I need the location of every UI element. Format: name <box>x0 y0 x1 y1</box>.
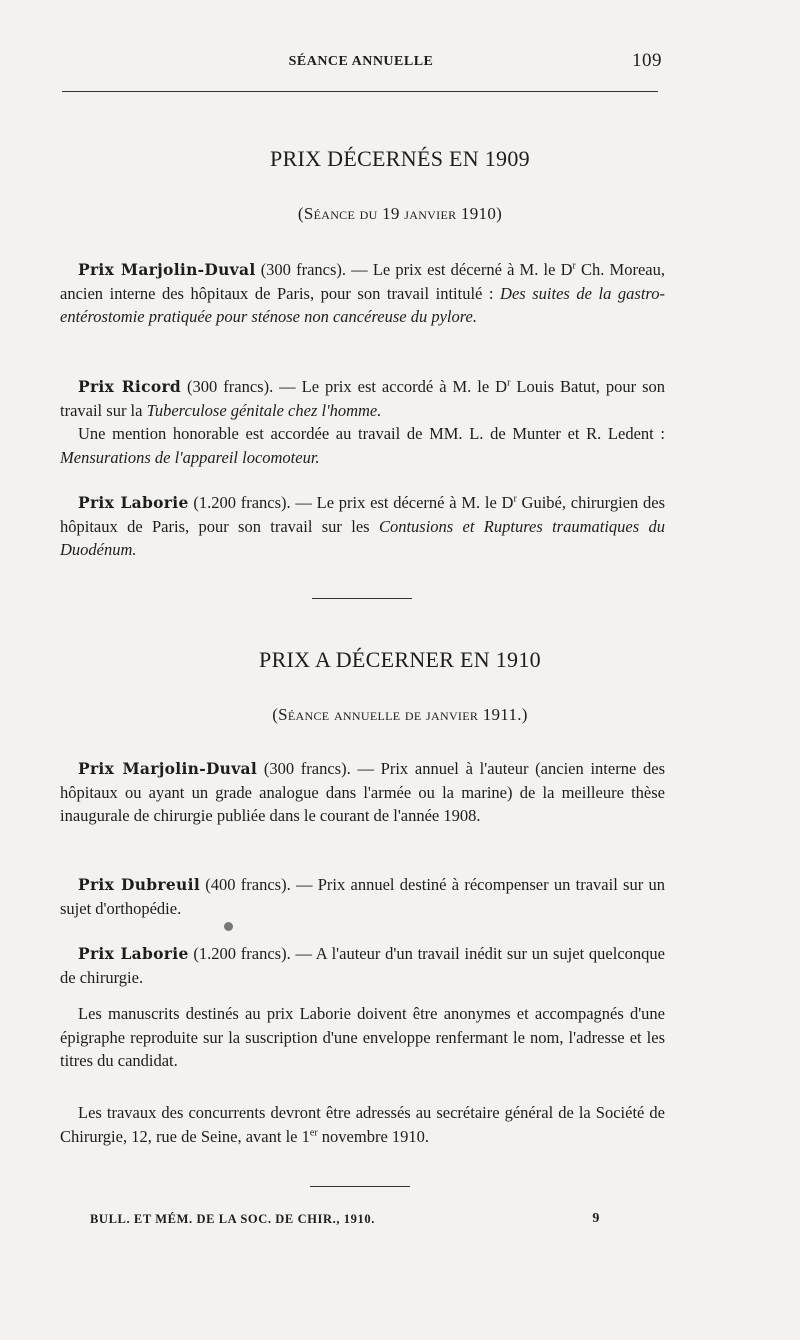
prize-paragraph-dubreuil-1910: Prix Dubreuil (400 francs). — Prix annuel destiné à récompenser un travail sur un sujet d'orthopédie. <box>60 875 665 918</box>
prize-name: Prix Marjolin-Duval <box>78 759 258 778</box>
footer <box>90 1212 600 1232</box>
prize-name: Prix Ricord <box>78 377 182 396</box>
work-title: Mensurations de l'appareil locomoteur. <box>60 447 320 467</box>
page-number: 109 <box>632 50 662 71</box>
section-separator <box>312 598 412 599</box>
work-title: Des suites de la gastro-entérostomie pratiquée pour sténose non cancéreuse du pylore. <box>60 283 665 326</box>
section-title-to-award: PRIX A DÉCERNER EN 1910 <box>259 647 541 672</box>
footer-separator <box>310 1186 410 1187</box>
deadline-paragraph: Les travaux des concurrents devront être adressés au secrétaire général de la Société de Chirurgie, 12, rue de Seine, avant le 1er novembre 1910. <box>60 1103 665 1146</box>
header-rule <box>62 91 658 92</box>
manuscripts-paragraph: Les manuscrits destinés au prix Laborie doivent être anonymes et accompagnés d'une épigraphe reproduite sur la suscription d'une enveloppe renfermant le nom, l'adresse et les titres du candidat. <box>60 1004 665 1070</box>
prize-paragraph-laborie-1909: Prix Laborie (1.200 francs). — Le prix est décerné à M. le $D^r$ Guibé, chirurgien des hôpitaux de Paris, pour son travail sur les Contusions et Ruptures traumatiques du Duodénum. <box>60 493 666 559</box>
bullet-mark <box>224 922 233 931</box>
prize-name: Prix Laborie <box>78 493 189 512</box>
signature-mark: 9 <box>592 1211 600 1226</box>
work-title: Tuberculose génitale chez l'homme. <box>146 400 382 420</box>
prize-paragraph-laborie-1910: Prix Laborie (1.200 francs). — A l'auteur d'un travail inédit sur un sujet quelconque de chirurgie. <box>60 944 665 987</box>
section-subtitle-awarded: (Séance du 19 janvier 1910) <box>297 204 503 223</box>
work-title: Contusions et Ruptures traumatiques du Duodénum. <box>60 516 666 559</box>
prize-paragraph-ricord-1909: Prix Ricord (300 francs). — Le prix est accordé à M. le $D^r$ Louis Batut, pour son travail sur la Tuberculose génitale chez l'homme. <box>60 377 665 420</box>
running-title: SÉANCE ANNUELLE <box>288 54 434 69</box>
prize-name: Prix Marjolin-Duval <box>78 260 256 279</box>
footer-citation: BULL. ET MÉM. DE LA SOC. DE CHIR., 1910. <box>90 1212 375 1226</box>
section-subtitle-to-award: (Séance annuelle de janvier 1911.) <box>272 705 528 724</box>
prize-name: Prix Dubreuil <box>78 875 201 894</box>
prize-paragraph-marjolin-1910: Prix Marjolin-Duval (300 francs). — Prix annuel à l'auteur (ancien interne des hôpitaux ou ayant un grade analogue dans l'armée ou la marine) de la meilleure thèse inaugurale de chirurgie publiée dans le courant de l'année 1908. <box>60 759 665 825</box>
prize-name: Prix Laborie <box>78 944 189 963</box>
prize-paragraph-marjolin-1909: Prix Marjolin-Duval (300 francs). — Le prix est décerné à M. le $D^r$ Ch. Moreau, ancien interne des hôpitaux de Paris, pour son travail intitulé : Des suites de la gastro-entérostomie pratiquée pour sténose non cancéreuse du pylore. <box>60 260 665 326</box>
section-title-awarded: PRIX DÉCERNÉS EN 1909 <box>270 146 530 171</box>
honorable-mention-paragraph: Une mention honorable est accordée au travail de MM. L. de Munter et R. Ledent : Mensurations de l'appareil locomoteur. <box>60 424 665 467</box>
running-head <box>60 52 662 76</box>
